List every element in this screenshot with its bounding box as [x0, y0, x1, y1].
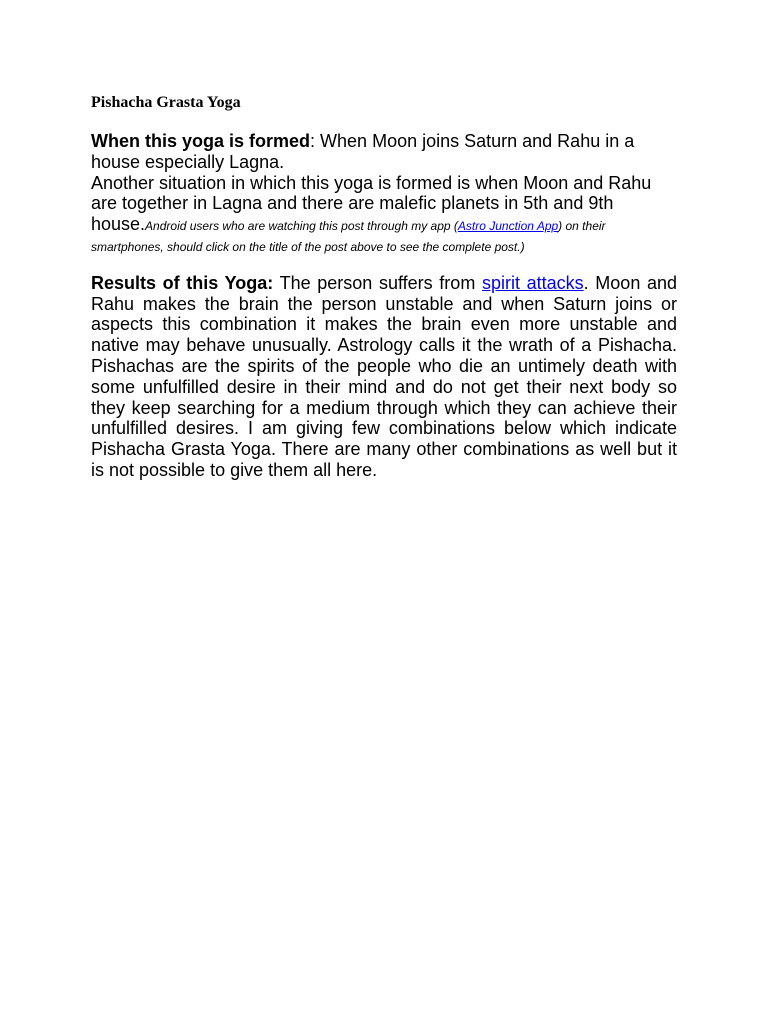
results-label: Results of this Yoga: [91, 272, 274, 293]
paragraph-spacer [91, 256, 677, 273]
results-after: . Moon and Rahu makes the brain the person unstable and when Saturn joins or aspects this combination it makes the brain even more unstable and native may behave unusually. Astrology calls it the wrath of a Pishacha. Pishachas are the spirits of the people who die an untimely death with some unfulfilled desire in their mind and do not get their next body so they keep searching for a medium through which they can achieve their unfulfilled desires. I am giving few combinations below which indicate Pishacha Grasta Yoga. There are many other combinations as well but it is not possible to give them all here. [91, 272, 678, 480]
results-before: The person suffers from [273, 272, 482, 293]
document-page [91, 92, 677, 481]
results-paragraph [91, 273, 677, 481]
spirit-attacks-link[interactable]: spirit attacks [481, 272, 584, 293]
formed-label: When this yoga is formed [91, 131, 311, 151]
astro-junction-app-link[interactable]: Astro Junction App [457, 219, 559, 234]
android-note [91, 219, 606, 254]
formed-paragraph-2 [91, 173, 677, 256]
formed-text-2: Another situation in which this yoga is formed is when Moon and Rahu are together in Lagna and there are malefic planets in 5th and 9th house. [91, 172, 652, 235]
formed-text-1: When Moon joins Saturn and Rahu in a house especially Lagna. [91, 131, 635, 172]
android-note-after: ) on their smartphones, should click on the title of the post above to see the complete post.) [91, 219, 606, 254]
formed-colon: : [310, 131, 321, 151]
formed-paragraph [91, 131, 677, 173]
page-title: Pishacha Grasta Yoga [91, 94, 241, 111]
android-note-before: Android users who are watching this post through my app ( [145, 219, 458, 234]
